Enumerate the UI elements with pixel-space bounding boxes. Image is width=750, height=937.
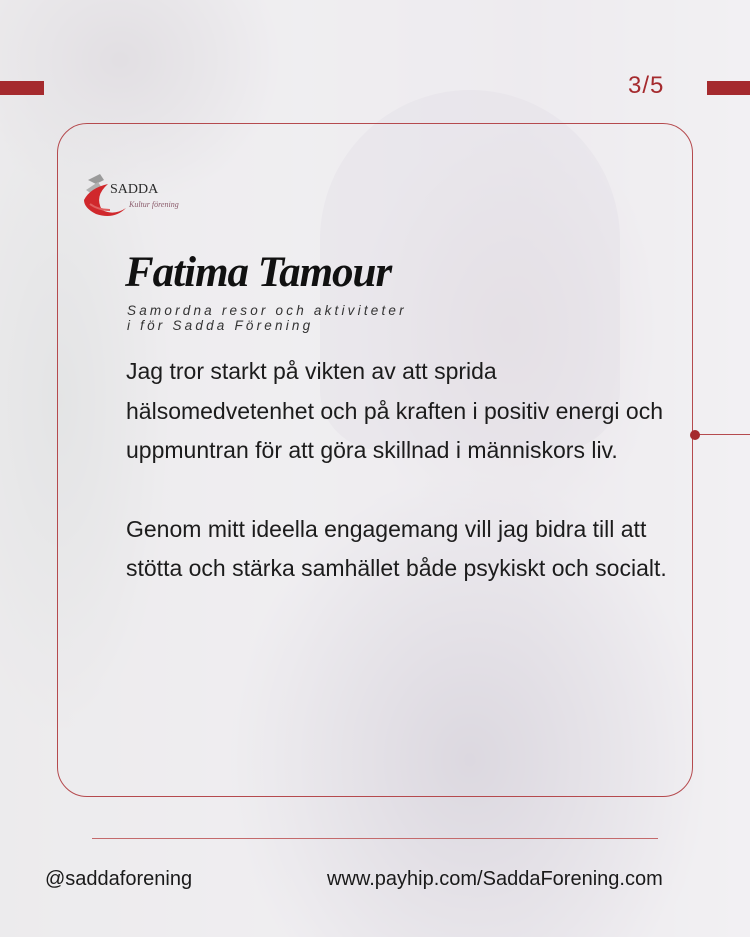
left-accent-bar <box>0 81 44 95</box>
bio-paragraph-1: Jag tror starkt på vikten av att sprida hälsomedvetenhet och på kraften i positiv energi och uppmuntran för att göra skillnad i människors liv. <box>126 358 663 463</box>
footer-divider <box>92 838 658 839</box>
person-name: Fatima Tamour <box>125 249 392 296</box>
bio-text <box>126 352 686 628</box>
bio-paragraph-2: Genom mitt ideella engagemang vill jag bidra till att stötta och stärka samhället både psykiskt och socialt. <box>126 515 667 581</box>
role-line-2: i för Sadda Förening <box>127 318 314 333</box>
role-line-1: Samordna resor och aktiviteter <box>127 303 407 318</box>
brand-tagline: Kultur förening <box>129 200 179 209</box>
social-handle: @saddaforening <box>45 868 193 890</box>
brand-name: SADDA <box>110 182 159 197</box>
website-url: www.payhip.com/SaddaForening.com <box>327 868 663 890</box>
page-indicator: 3/5 <box>628 72 665 99</box>
side-connector-line <box>698 434 750 435</box>
person-role <box>127 303 407 333</box>
right-accent-bar <box>707 81 750 95</box>
accent-dot <box>690 430 700 440</box>
